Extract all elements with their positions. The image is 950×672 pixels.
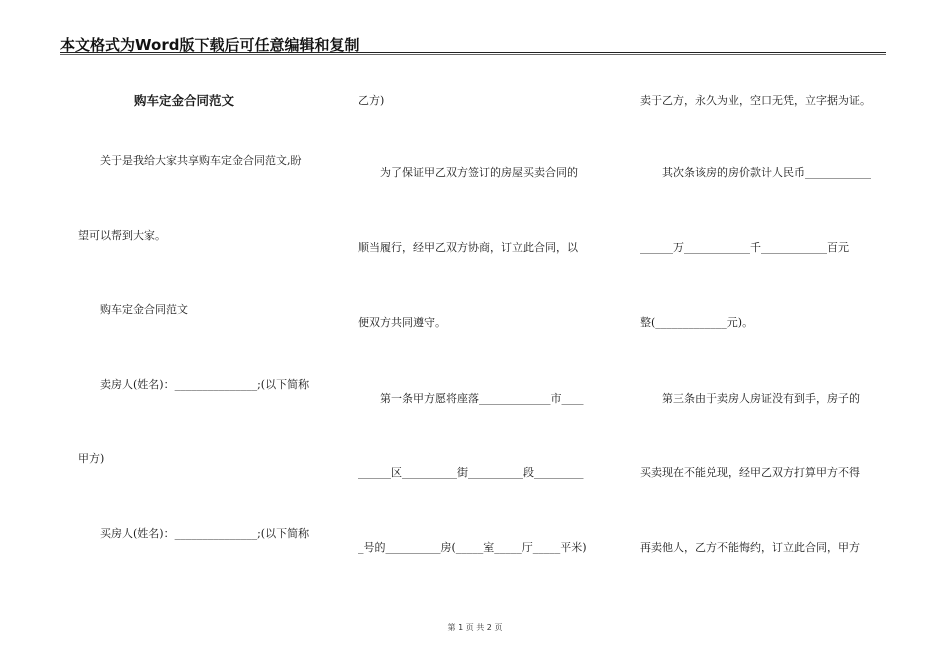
paragraph-line: 其次条该房的房价款计人民币____________ [662, 166, 871, 179]
paragraph-line: ______万____________千____________百元 [640, 241, 849, 254]
paragraph-line: 关于是我给大家共享购车定金合同范文,盼 [100, 154, 302, 167]
paragraph-line: 买房人(姓名)：_______________;(以下简称 [100, 527, 310, 540]
column-1 [78, 0, 328, 620]
paragraph-line: 卖于乙方，永久为业，空口无凭，立字据为证。 [640, 94, 871, 107]
paragraph-line: 为了保证甲乙双方签订的房屋买卖合同的 [380, 166, 578, 179]
column-3 [640, 0, 890, 620]
paragraph-line: ______区__________街__________段_________ [358, 466, 584, 479]
paragraph-line: 便双方共同遵守。 [358, 316, 446, 329]
paragraph-line: 甲方) [78, 452, 105, 465]
page-number: 第 1 页 共 2 页 [447, 623, 503, 632]
header-title: 本文格式为Word版下载后可任意编辑和复制 [60, 36, 360, 54]
paragraph-line: 第三条由于卖房人房证没有到手，房子的 [662, 392, 860, 405]
paragraph-line: 第一条甲方愿将座落_____________市____ [380, 392, 584, 405]
paragraph-line: 顺当履行，经甲乙双方协商，订立此合同，以 [358, 241, 578, 254]
paragraph-line: 购车定金合同范文 [100, 303, 188, 316]
paragraph-line: 再卖他人，乙方不能悔约，订立此合同，甲方 [640, 541, 860, 554]
paragraph-line: 卖房人(姓名)：_______________;(以下简称 [100, 378, 310, 391]
paragraph-line: 乙方) [358, 94, 385, 107]
paragraph-line: 整(_____________元)。 [640, 316, 754, 329]
column-2 [358, 0, 608, 620]
paragraph-line: _号的__________房(_____室_____厅_____平米) [358, 541, 587, 554]
paragraph-line: 买卖现在不能兑现，经甲乙双方打算甲方不得 [640, 466, 860, 479]
document-title: 购车定金合同范文 [134, 93, 235, 108]
paragraph-line: 望可以帮到大家。 [78, 229, 166, 242]
